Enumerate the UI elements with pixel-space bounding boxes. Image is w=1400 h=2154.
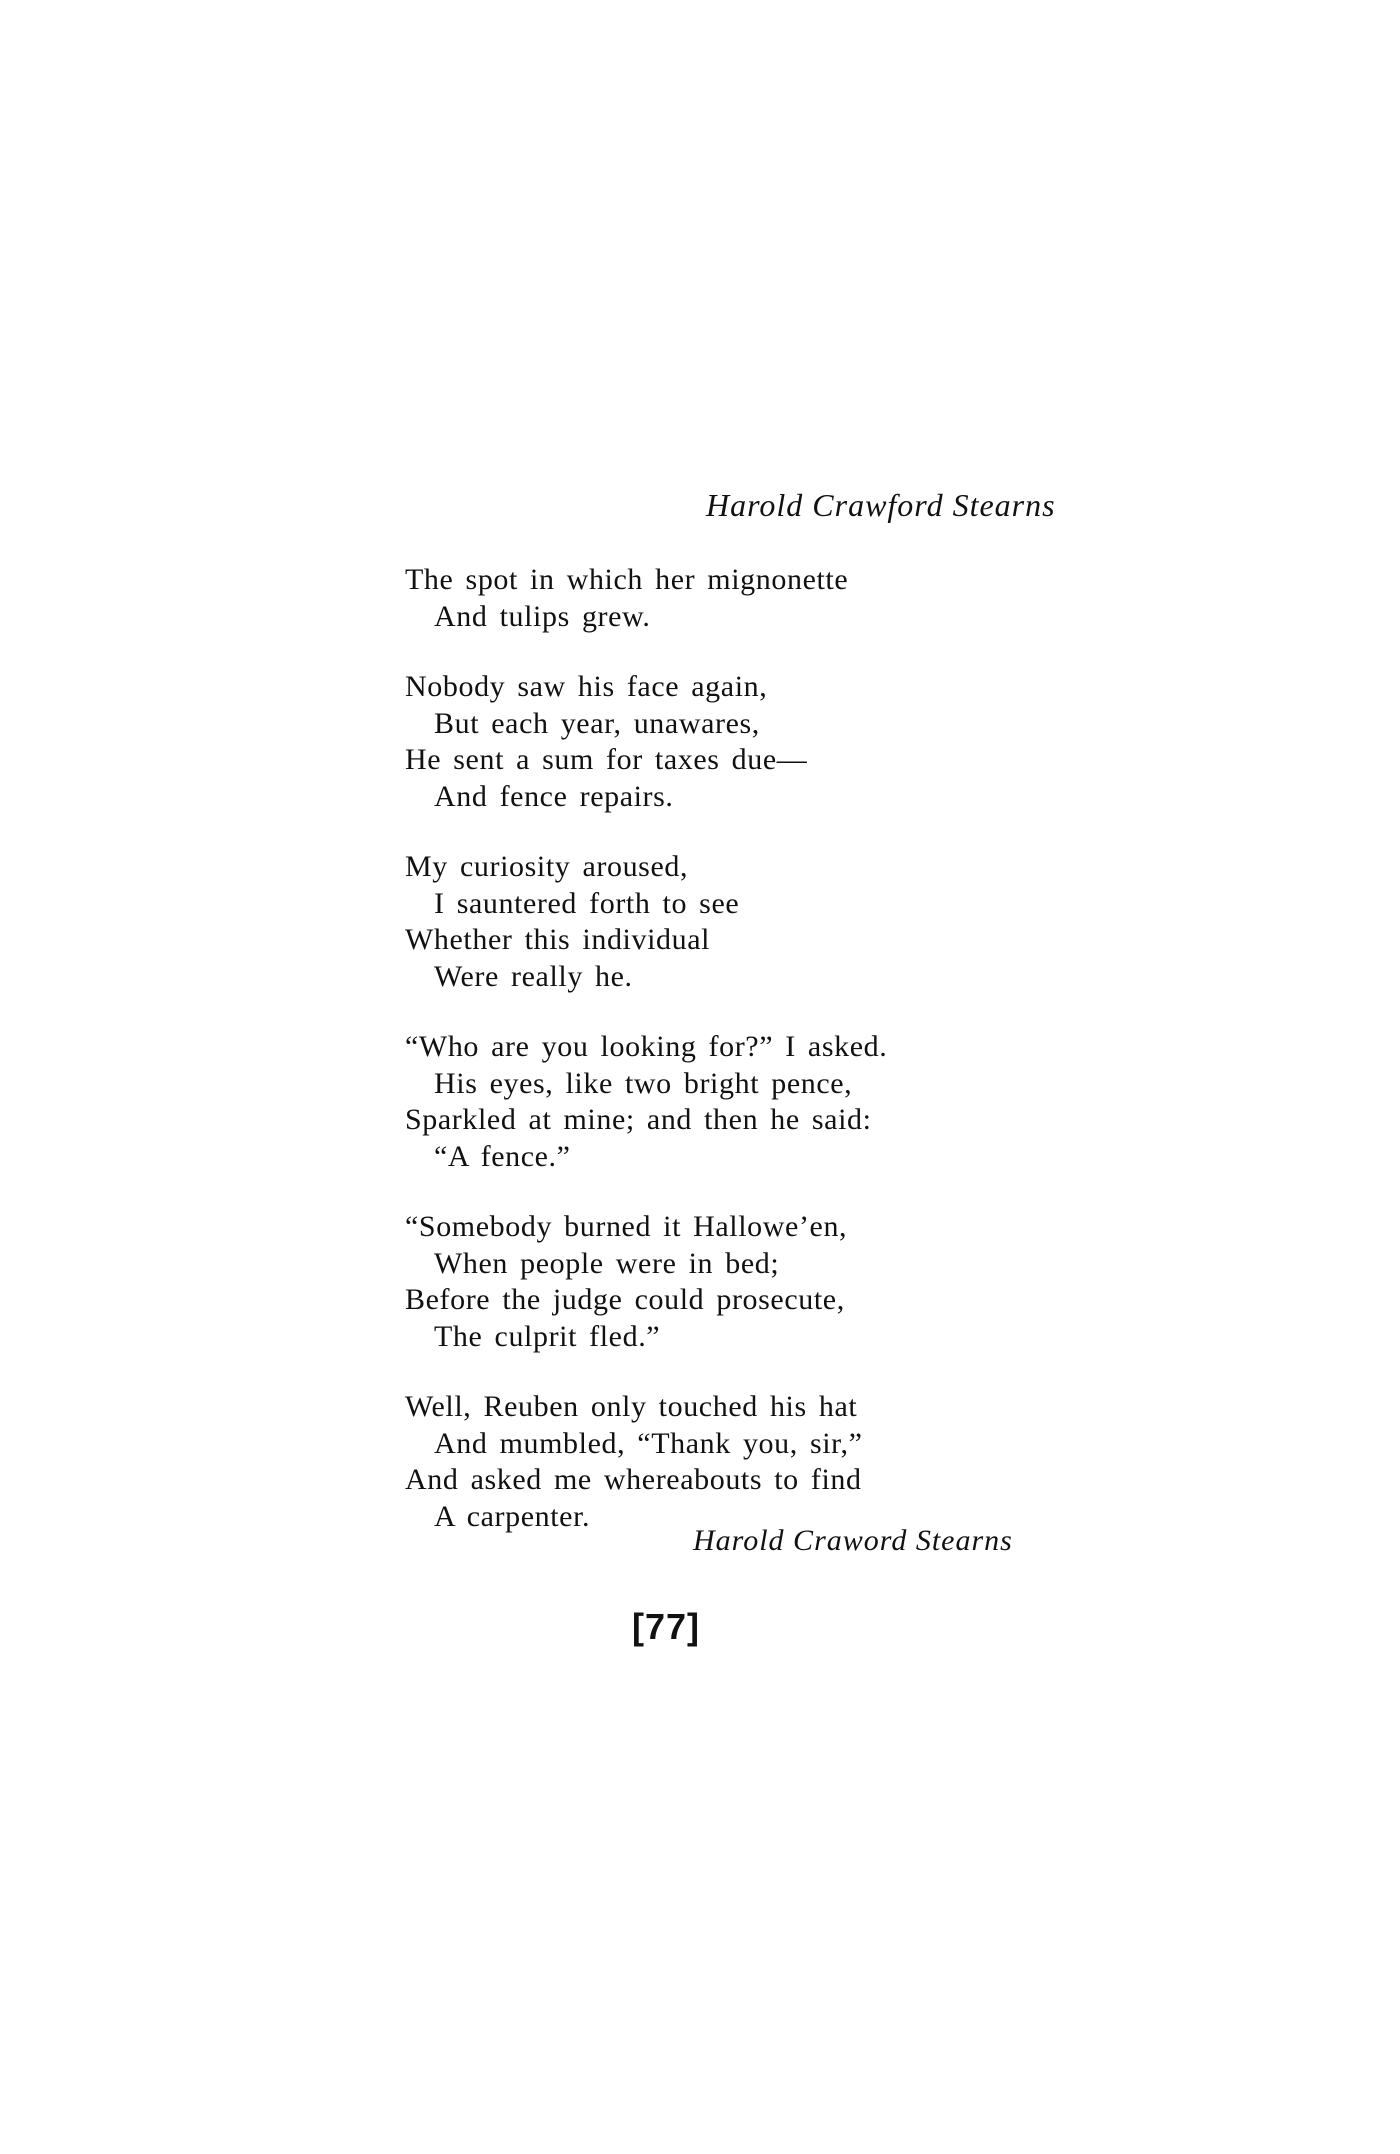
- poem: [405, 562, 1025, 1569]
- poem-line: The spot in which her mignonette: [405, 563, 849, 596]
- poem-line: “Somebody burned it Hallowe’en,: [405, 1210, 848, 1243]
- poem-line: But each year, unawares,: [434, 706, 760, 740]
- poem-line: And asked me whereabouts to find: [405, 1463, 862, 1496]
- poem-line: The culprit fled.”: [434, 1319, 661, 1353]
- poem-stanza: [405, 562, 1025, 635]
- poem-line: He sent a sum for taxes due—: [405, 743, 808, 776]
- poem-signature: Harold Craword Stearns: [693, 1524, 1013, 1557]
- poem-stanza: [405, 1389, 1025, 1535]
- poem-line: Were really he.: [434, 959, 633, 993]
- poem-line: When people were in bed;: [434, 1246, 780, 1280]
- poem-stanza: [405, 1029, 1025, 1175]
- poem-line: “Who are you looking for?” I asked.: [405, 1030, 888, 1063]
- poem-line: His eyes, like two bright pence,: [434, 1066, 853, 1100]
- poem-line: Sparkled at mine; and then he said:: [405, 1103, 872, 1136]
- poem-line: And mumbled, “Thank you, sir,”: [434, 1426, 863, 1460]
- poem-line: “A fence.”: [434, 1139, 571, 1173]
- page-number: [77]: [632, 1606, 701, 1647]
- poem-stanza: [405, 849, 1025, 995]
- poem-stanza: [405, 669, 1025, 815]
- poem-line: My curiosity aroused,: [405, 850, 689, 883]
- poem-stanza: [405, 1209, 1025, 1355]
- poem-line: I sauntered forth to see: [434, 886, 740, 920]
- poem-line: A carpenter.: [434, 1499, 591, 1533]
- running-head-author: Harold Crawford Stearns: [706, 487, 1056, 523]
- poem-line: And tulips grew.: [434, 599, 651, 633]
- poem-line: Whether this individual: [405, 923, 711, 956]
- poem-line: Well, Reuben only touched his hat: [405, 1390, 858, 1423]
- poem-line: And fence repairs.: [434, 779, 674, 813]
- poem-line: Before the judge could prosecute,: [405, 1283, 845, 1316]
- poem-line: Nobody saw his face again,: [405, 670, 768, 703]
